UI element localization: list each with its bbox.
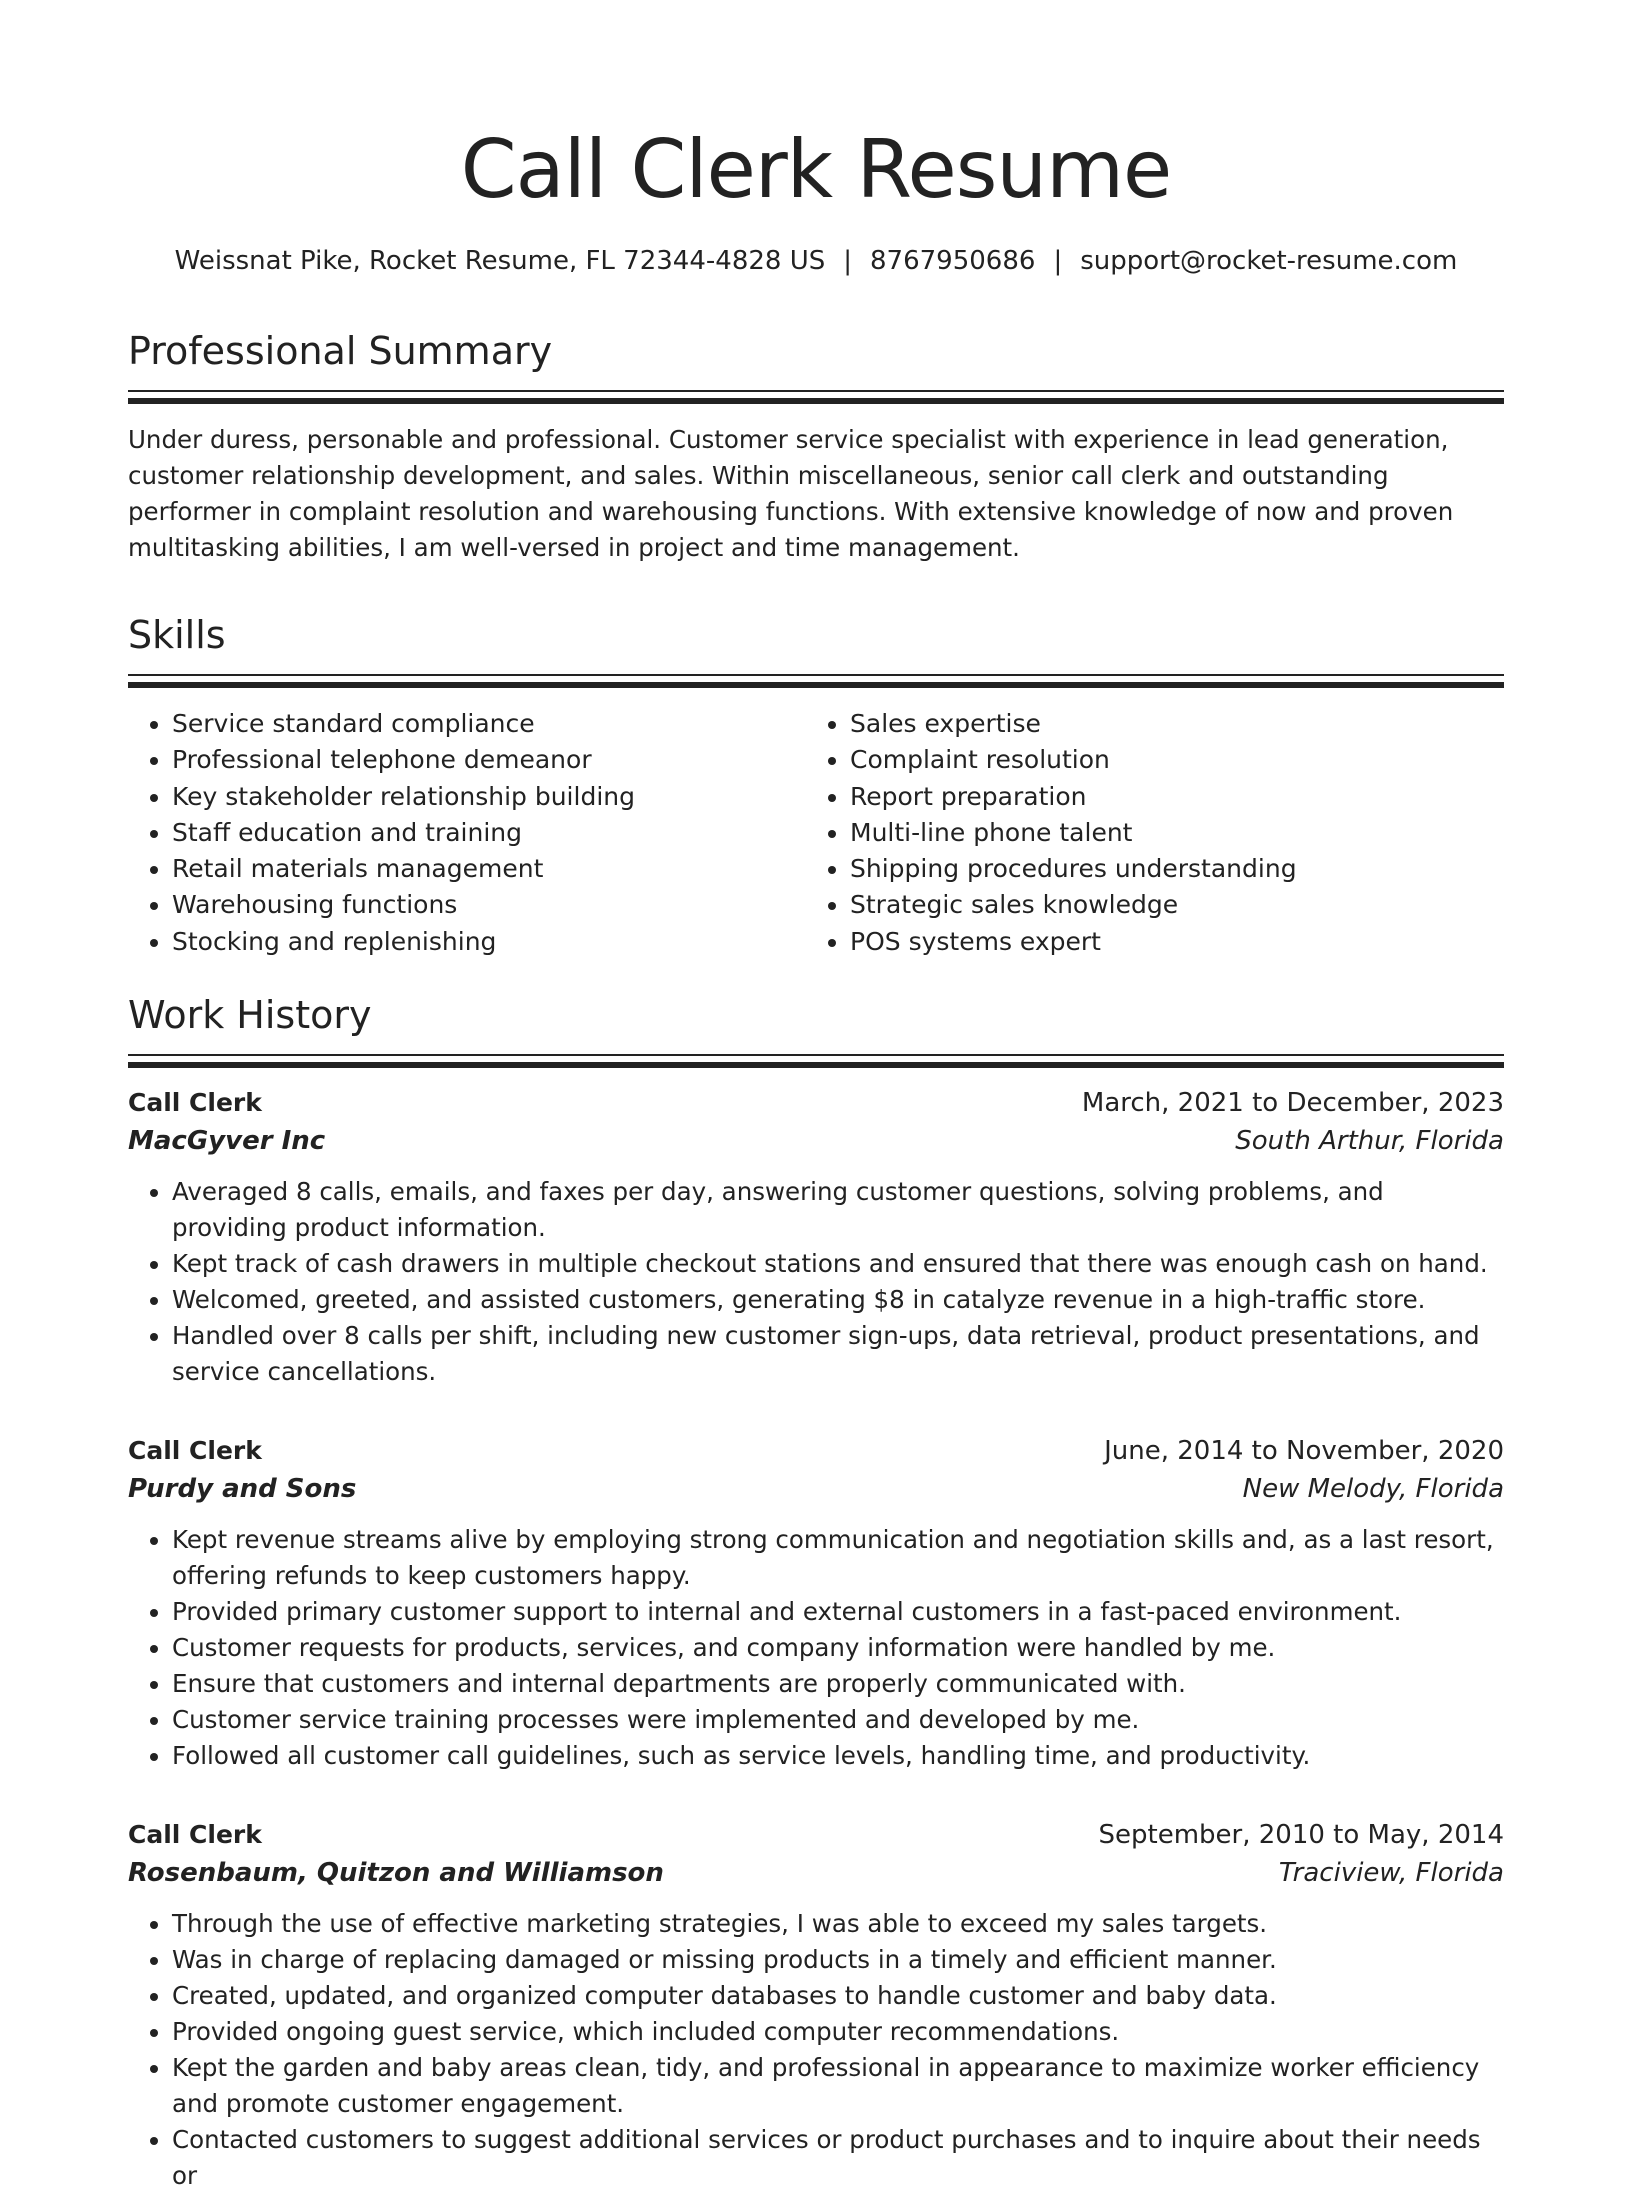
contact-separator: |	[1053, 246, 1063, 276]
job-bullet: • Averaged 8 calls, emails, and faxes per day, answering customer questions, solving problems, and providing product information.	[172, 1174, 1504, 1246]
job-header-row	[128, 1432, 1504, 1470]
job-title: Call Clerk	[128, 1820, 262, 1850]
job-header-row	[128, 1084, 1504, 1122]
skill-item: • Service standard compliance	[172, 706, 806, 742]
job-company: Purdy and Sons	[128, 1474, 357, 1505]
job-location: South Arthur, Florida	[1235, 1126, 1504, 1157]
heading-rule-thin	[128, 674, 1504, 676]
job-dates: June, 2014 to November, 2020	[1104, 1436, 1504, 1467]
job-location: Traciview, Florida	[1278, 1858, 1504, 1889]
job-header-row	[128, 1816, 1504, 1854]
job-bullet-list	[128, 1174, 1504, 1390]
job-bullet: • Provided ongoing guest service, which included computer recommendations.	[172, 2014, 1504, 2050]
job-bullet-list	[128, 1522, 1504, 1774]
job-entry	[128, 1432, 1504, 1774]
contact-phone: 8767950686	[870, 246, 1036, 276]
job-bullet-list	[128, 1906, 1504, 2194]
heading-rule-thin	[128, 1054, 1504, 1056]
skills-section	[128, 610, 1504, 960]
skill-item: • Key stakeholder relationship building	[172, 779, 806, 815]
job-bullet: • Ensure that customers and internal departments are properly communicated with.	[172, 1666, 1504, 1702]
job-bullet: • Customer service training processes were implemented and developed by me.	[172, 1702, 1504, 1738]
job-bullet: • Through the use of effective marketing strategies, I was able to exceed my sales targets.	[172, 1906, 1504, 1942]
job-bullet: • Handled over 8 calls per shift, including new customer sign-ups, data retrieval, product presentations, and service cancellations.	[172, 1318, 1504, 1390]
summary-section	[128, 326, 1504, 566]
job-bullet: • Customer requests for products, services, and company information were handled by me.	[172, 1630, 1504, 1666]
skill-item: • Warehousing functions	[172, 887, 806, 923]
job-title: Call Clerk	[128, 1436, 262, 1466]
heading-rule-thick	[128, 1062, 1504, 1068]
heading-rule-thin	[128, 390, 1504, 392]
resume-title: Call Clerk Resume	[460, 123, 1172, 216]
job-bullet: • Followed all customer call guidelines, such as service levels, handling time, and productivity.	[172, 1738, 1504, 1774]
job-title: Call Clerk	[128, 1088, 262, 1118]
job-bullet: • Contacted customers to suggest additional services or product purchases and to inquire about their needs or	[172, 2122, 1504, 2194]
resume-page	[128, 0, 1504, 2194]
job-bullet: • Kept the garden and baby areas clean, tidy, and professional in appearance to maximize worker efficiency and promote customer engagement.	[172, 2050, 1504, 2122]
contact-line	[128, 244, 1504, 278]
job-bullet: • Created, updated, and organized computer databases to handle customer and baby data.	[172, 1978, 1504, 2014]
section-heading-skills: Skills	[128, 613, 226, 657]
skill-item: • Strategic sales knowledge	[850, 887, 1484, 923]
job-entry	[128, 1816, 1504, 2194]
summary-text: Under duress, personable and professional. Customer service specialist with experience in lead generation, customer relationship development, and sales. Within miscellaneous, senior call clerk and outstanding performer in complaint resolution and warehousing functions. With extensive knowledge of now and proven multitasking abilities, I am well-versed in project and time management.	[128, 425, 1454, 562]
job-dates: September, 2010 to May, 2014	[1098, 1820, 1504, 1851]
contact-email: support@rocket-resume.com	[1080, 246, 1458, 276]
job-employer-row	[128, 1122, 1504, 1160]
skills-grid	[128, 706, 1504, 960]
job-bullet: • Was in charge of replacing damaged or missing products in a timely and efficient manner.	[172, 1942, 1504, 1978]
job-employer-row	[128, 1854, 1504, 1892]
job-dates: March, 2021 to December, 2023	[1081, 1088, 1504, 1119]
job-location: New Melody, Florida	[1242, 1474, 1504, 1505]
skill-item: • Stocking and replenishing	[172, 924, 806, 960]
skill-item: • Report preparation	[850, 779, 1484, 815]
work-history-section	[128, 990, 1504, 2194]
skill-item: • Multi-line phone talent	[850, 815, 1484, 851]
skill-item: • Shipping procedures understanding	[850, 851, 1484, 887]
job-bullet: • Kept revenue streams alive by employing strong communication and negotiation skills and, as a last resort, offering refunds to keep customers happy.	[172, 1522, 1504, 1594]
contact-address: Weissnat Pike, Rocket Resume, FL 72344-4828 US	[174, 246, 826, 276]
heading-rule-thick	[128, 682, 1504, 688]
job-employer-row	[128, 1470, 1504, 1508]
skill-item: • Sales expertise	[850, 706, 1484, 742]
skill-item: • Complaint resolution	[850, 742, 1484, 778]
job-bullet: • Kept track of cash drawers in multiple checkout stations and ensured that there was enough cash on hand.	[172, 1246, 1504, 1282]
job-bullet: • Provided primary customer support to internal and external customers in a fast-paced environment.	[172, 1594, 1504, 1630]
section-heading-work-history: Work History	[128, 993, 372, 1038]
skill-item: • Staff education and training	[172, 815, 806, 851]
job-company: MacGyver Inc	[128, 1126, 326, 1157]
heading-rule-thick	[128, 398, 1504, 404]
job-company: Rosenbaum, Quitzon and Williamson	[128, 1858, 664, 1889]
skill-item: • POS systems expert	[850, 924, 1484, 960]
job-bullet: • Welcomed, greeted, and assisted customers, generating $8 in catalyze revenue in a high-traffic store.	[172, 1282, 1504, 1318]
skills-list-right	[806, 706, 1484, 960]
section-heading-summary: Professional Summary	[128, 329, 553, 373]
skill-item: • Retail materials management	[172, 851, 806, 887]
contact-separator: |	[843, 246, 853, 276]
job-entry	[128, 1084, 1504, 1390]
skill-item: • Professional telephone demeanor	[172, 742, 806, 778]
skills-list-left	[128, 706, 806, 960]
